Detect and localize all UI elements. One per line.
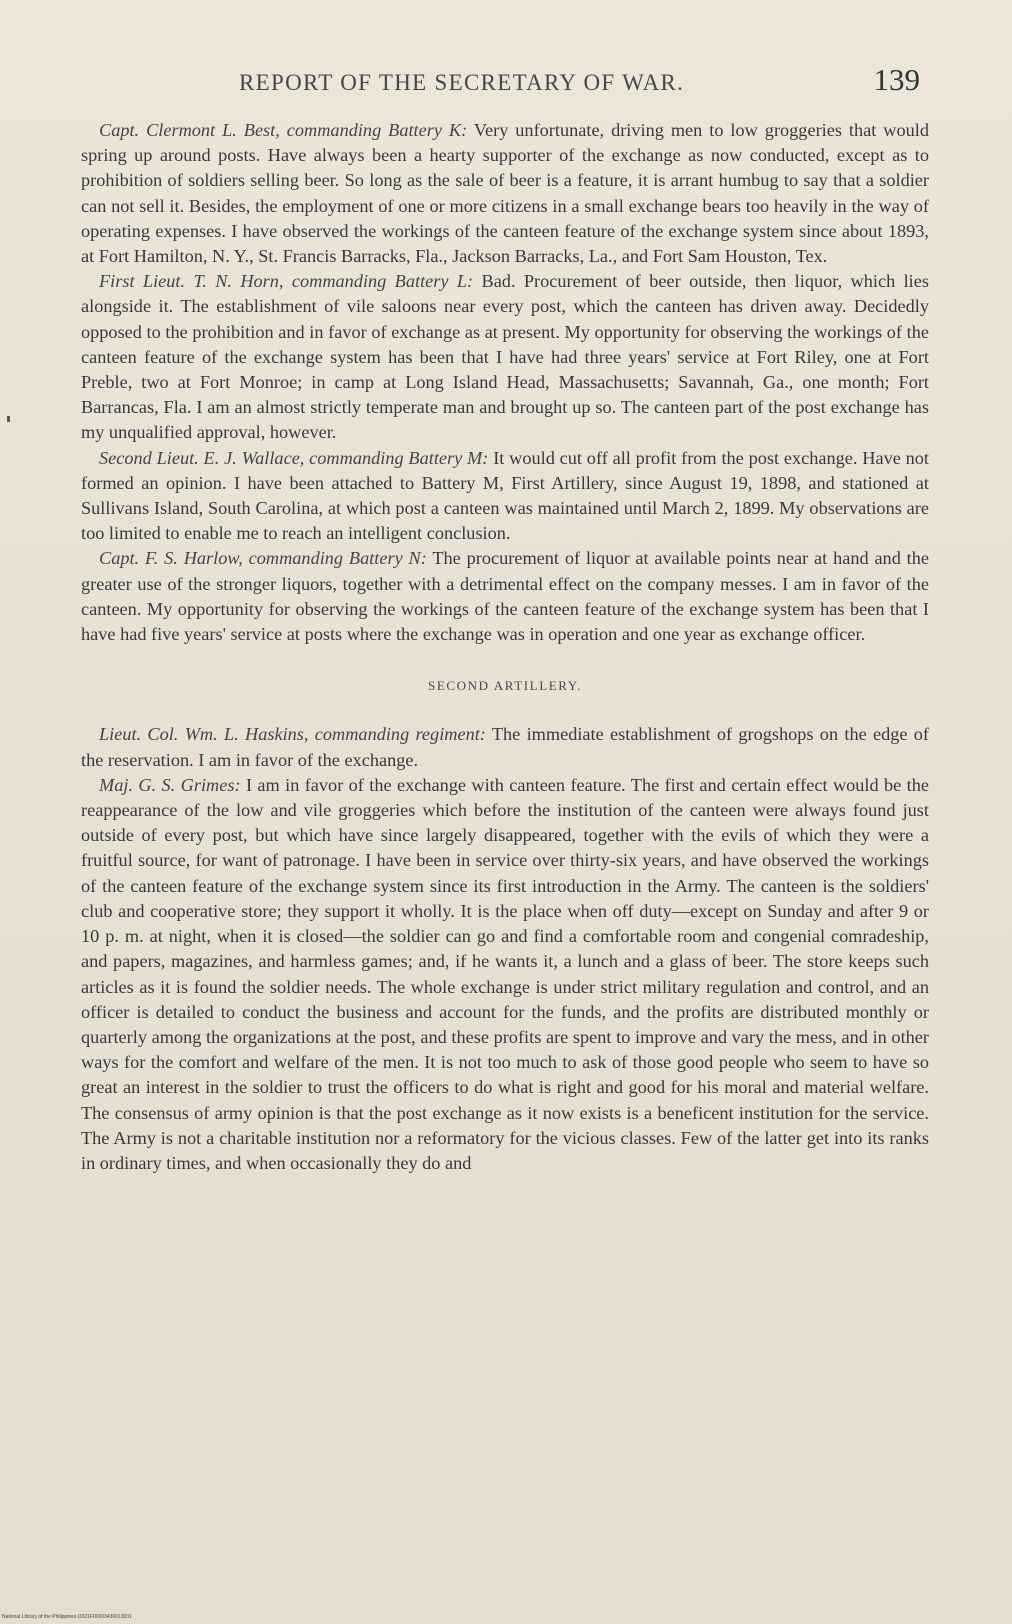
page-header xyxy=(84,62,920,102)
paragraph-text: Very unfortunate, driving men to low groggeries that would spring up around posts. Have always been a hearty supporter of the exchange as now conducted, except as to prohibition of soldiers selling beer. So long as the sale of beer is a feature, it is arrant humbug to say that a soldier can not sell it. Besides, the employment of one or more citizens in a small exchange bears too heavily in the way of operating expenses. I have observed the workings of the canteen feature of the exchange system since about 1893, at Fort Hamilton, N. Y., St. Francis Barracks, Fla., Jackson Barracks, La., and Fort Sam Houston, Tex. xyxy=(81,120,929,267)
running-head: REPORT OF THE SECRETARY OF WAR. xyxy=(239,70,685,95)
page-number: 139 xyxy=(873,62,920,97)
speaker-best: Capt. Clermont L. Best, commanding Battery K: xyxy=(99,120,468,140)
paragraph-best xyxy=(81,118,929,269)
paragraph-grimes xyxy=(81,773,929,1176)
speaker-horn: First Lieut. T. N. Horn, commanding Battery L: xyxy=(99,271,474,292)
body-text xyxy=(81,118,929,1176)
speaker-grimes: Maj. G. S. Grimes: xyxy=(99,774,241,795)
paragraph-text: It would cut off all profit from the post exchange. Have not formed an opinion. I have been attached to Battery M, First Artillery, since August 19, 1898, and stationed at Sullivans Island, South Carolina, at which post a canteen was maintained until March 2, 1899. My observations are too limited to enable me to reach an intelligent conclusion. xyxy=(81,447,929,544)
paragraph-text: The immediate establishment of grogshops on the edge of the reservation. I am in favor of the exchange. xyxy=(81,724,930,770)
speaker-harlow: Capt. F. S. Harlow, commanding Battery N: xyxy=(99,548,427,569)
paragraph-text: I am in favor of the exchange with canteen feature. The first and certain effect would be the reappearance of the low and vile groggeries which before the institution of the canteen were always found just outside of every post, but which have since largely disappeared, together with the evils of which they were a fruitful source, for want of patronage. I have been in service over thirty-six years, and have observed the workings of the canteen feature of the exchange system since its first introduction in the Army. The canteen is the soldiers' club and cooperative store; they support it wholly. It is the place when off duty—except on Sunday and after 9 or 10 p. m. at night, when it is closed—the soldier can go and find a comfortable room and congenial comradeship, and papers, magazines, and harmless games; and, if he wants it, a lunch and a glass of beer. The store keeps such articles as it is found the soldier needs. The whole exchange is under strict military regulation and control, and an officer is detailed to conduct the business and account for the funds, and the profits are distributed monthly or quarterly among the organizations at the post, and these profits are spent to improve and vary the mess, and in other ways for the comfort and welfare of the men. It is not too much to ask of those good people who seem to have so great an interest in the soldier to trust the officers to do what is right and good for his moral and material welfare. The consensus of army opinion is that the post exchange as it now exists is a beneficent institution for the service. The Army is not a charitable institution nor a reformatory for the vicious classes. Few of the latter get into its ranks in ordinary times, and when occasionally they do and xyxy=(81,774,929,1173)
paragraph-haskins xyxy=(81,722,929,772)
paragraph-harlow xyxy=(81,546,929,647)
section-heading: SECOND ARTILLERY. xyxy=(427,678,583,694)
footer-stamp: National Library of the Philippines D021F00003436013031 xyxy=(2,1614,132,1620)
margin-mark xyxy=(7,416,10,422)
paragraph-text: Bad. Procurement of beer outside, then liquor, which lies alongside it. The establishment of vile saloons near every post, which the canteen has driven away. Decidedly opposed to the prohibition and in favor of exchange as at present. My opportunity for observing the workings of the canteen feature of the exchange system has been that I have had three years' service at Fort Riley, one at Fort Preble, two at Fort Monroe; in camp at Long Island Head, Massachusetts; Savannah, Ga., one month; Fort Barrancas, Fla. I am an almost strictly temperate man and brought up so. The canteen part of the post exchange has my unqualified approval, however. xyxy=(81,271,929,443)
speaker-wallace: Second Lieut. E. J. Wallace, commanding Battery M: xyxy=(99,447,489,468)
speaker-haskins: Lieut. Col. Wm. L. Haskins, commanding regiment: xyxy=(99,724,486,745)
paragraph-wallace xyxy=(81,446,929,547)
paragraph-text: The procurement of liquor at available points near at hand and the greater use of the stronger liquors, together with a detrimental effect on the company messes. I am in favor of the canteen. My opportunity for observing the workings of the canteen feature of the exchange system has been that I have had five years' service at posts where the exchange was in operation and one year as exchange officer. xyxy=(81,548,930,645)
paragraph-horn xyxy=(81,269,929,445)
